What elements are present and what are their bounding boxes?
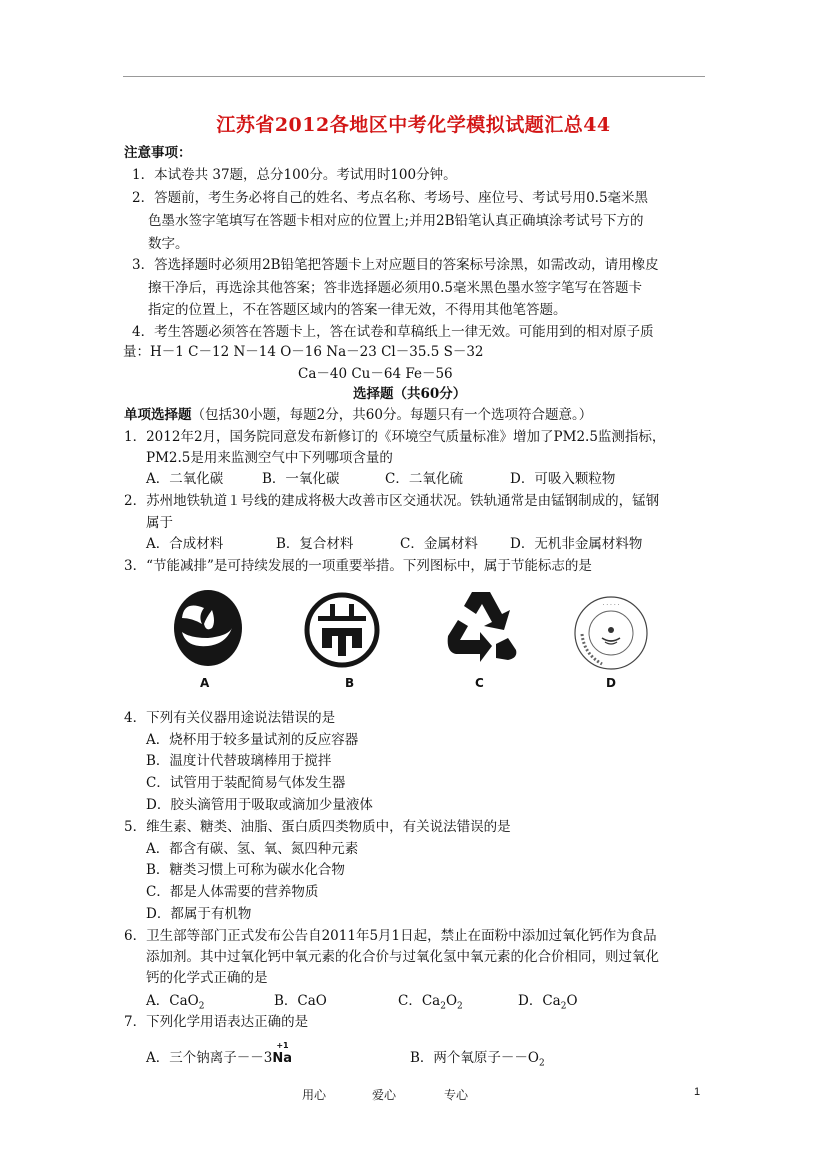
water-saving-icon (172, 588, 244, 668)
q3-label-d: D (606, 676, 616, 690)
q2-stem: 2．苏州地铁轨道１号线的建成将极大改善市区交通状况。铁轨通常是由锰钢制成的，锰钢 (124, 493, 660, 509)
q5-option-b: B．糖类习惯上可称为碳水化合物 (146, 862, 345, 878)
q4-option-b: B．温度计代替玻璃棒用于搅拌 (146, 753, 332, 769)
recycle-icon (440, 586, 522, 668)
notice-line: 4．考生答题必须答在答题卡上，答在试卷和草稿纸上一律无效。可能用到的相对原子质 (132, 324, 654, 340)
energy-saving-icon (304, 592, 380, 668)
notice-line: 3．答选择题时必须用2B铅笔把答题卡上对应题目的答案标号涂黑，如需改动，请用橡皮 (132, 257, 659, 273)
notice-line: 2．答题前，考生务必将自己的姓名、考点名称、考场号、座位号、考试号用0.5毫米黑 (132, 190, 649, 206)
q1-stem: PM2.5是用来监测空气中下列哪项含量的 (146, 450, 393, 466)
q5-option-c: C．都是人体需要的营养物质 (146, 884, 319, 900)
footer-text: 爱心 (372, 1088, 397, 1102)
q5-option-a: A．都含有碳、氢、氧、氮四种元素 (146, 841, 359, 857)
q6-option-b: B．CaO (274, 993, 327, 1009)
document-title: 江苏省2012各地区中考化学模拟试题汇总44 (216, 114, 611, 136)
q4-option-d: D．胶头滴管用于吸取或滴加少量液体 (146, 797, 373, 813)
q6-option-c: C．$Ca_2O_2$ (398, 993, 463, 1012)
q2-option-b: B．复合材料 (276, 536, 354, 552)
q3-label-c: C (475, 676, 484, 690)
q5-stem: 5．维生素、糖类、油脂、蛋白质四类物质中，有关说法错误的是 (124, 819, 511, 835)
q3-label-b: B (345, 676, 355, 690)
section-intro (124, 406, 592, 424)
q7-option-a: A．三个钠离子－－3 +1 Na (146, 1041, 292, 1066)
notice-line: 量：H－1 C－12 N－14 O－16 Na－23 Cl－35.5 S－32 (123, 344, 484, 360)
notice-line: 数字。 (148, 236, 189, 252)
q4-option-c: C．试管用于装配简易气体发生器 (146, 775, 346, 791)
header-rule (123, 76, 705, 77)
q1-option-b: B．一氧化碳 (262, 471, 340, 487)
notice-line: 指定的位置上，不在答题区域内的答案一律无效，不得用其他笔答题。 (148, 302, 567, 318)
q2-option-a: A．合成材料 (146, 536, 224, 552)
q4-stem: 4．下列有关仪器用途说法错误的是 (124, 710, 336, 726)
q1-stem: 1．2012年2月，国务院同意发布新修订的《环境空气质量标准》增加了PM2.5监测指标， (124, 429, 666, 445)
notice-line: 1．本试卷共 37题，总分100分。考试用时100分钟。 (132, 167, 457, 183)
q2-stem: 属于 (146, 515, 173, 531)
q7-stem: 7．下列化学用语表达正确的是 (124, 1014, 309, 1030)
notice-heading: 注意事项： (124, 145, 192, 161)
section-title: 选择题（共60分） (353, 386, 467, 402)
q6-stem: 钙的化学式正确的是 (146, 970, 268, 986)
footer-text: 专心 (444, 1088, 469, 1102)
q2-option-d: D．无机非金属材料物 (510, 536, 643, 552)
svg-text:· · · · ·: · · · · · (602, 602, 620, 609)
q3-stem: 3．“节能减排”是可持续发展的一项重要举措。下列图标中，属于节能标志的是 (124, 558, 592, 574)
section-intro-label: 单项选择题 (124, 407, 192, 423)
footer-text: 用心 (302, 1088, 327, 1102)
q6-option-a: A．CaO$_2$ (146, 993, 205, 1012)
q6-stem: 添加剂。其中过氧化钙中氧元素的化合价与过氧化氢中氧元素的化合价相同，则过氧化 (146, 949, 659, 965)
notice-line: 色墨水签字笔填写在答题卡相对应的位置上;并用2B铅笔认真正确填涂考试号下方的 (148, 213, 644, 229)
q2-option-c: C．金属材料 (400, 536, 478, 552)
notice-line: Ca－40 Cu－64 Fe－56 (298, 366, 453, 382)
environmental-label-icon (572, 594, 650, 672)
q3-label-a: A (200, 676, 210, 690)
section-intro-text: （包括30小题，每题2分，共60分。每题只有一个选项符合题意。） (191, 407, 593, 423)
notice-line: 擦干净后，再选涂其他答案；答非选择题必须用0.5毫米黑色墨水签字笔写在答题卡 (148, 280, 642, 296)
q1-option-c: C．二氧化硫 (385, 471, 463, 487)
q1-option-d: D．可吸入颗粒物 (510, 471, 616, 487)
q4-option-a: A．烧杯用于较多量试剂的反应容器 (146, 732, 359, 748)
q6-stem: 6．卫生部等部门正式发布公告自2011年5月1日起，禁止在面粉中添加过氧化钙作为食品 (124, 928, 657, 944)
q6-option-d: D．$Ca_2O$ (518, 993, 578, 1012)
q1-option-a: A．二氧化碳 (146, 471, 224, 487)
q5-option-d: D．都属于有机物 (146, 906, 252, 922)
q7-option-b: B．两个氧原子$--O_2$ (410, 1050, 545, 1069)
page-number: 1 (694, 1086, 701, 1098)
